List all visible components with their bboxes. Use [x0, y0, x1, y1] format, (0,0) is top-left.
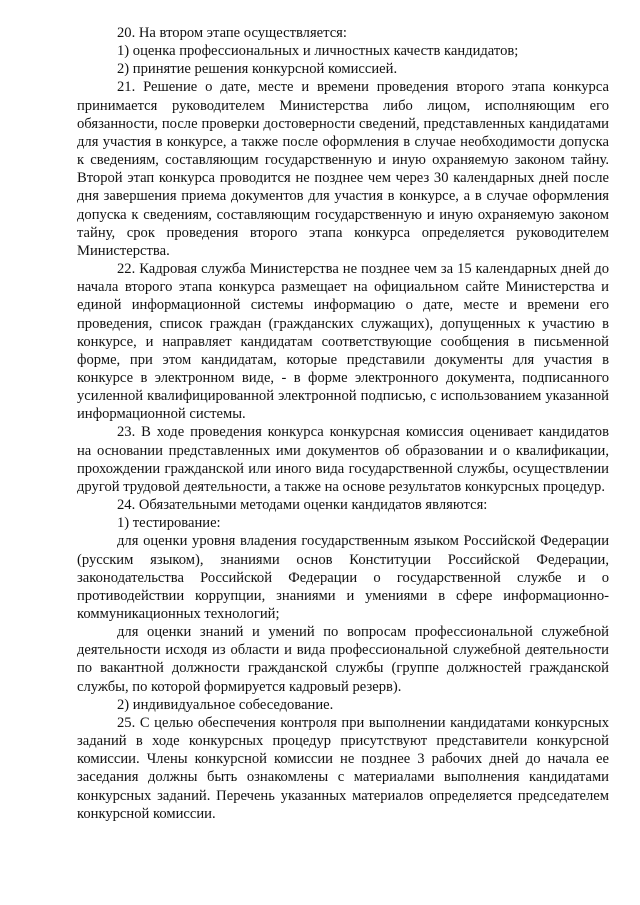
paragraph-24-item-1: 1) тестирование: [117, 515, 221, 532]
paragraph-20: 20. На втором этапе осуществляется: [117, 25, 347, 41]
paragraph-20-item-2: 2) принятие решения конкурсной комиссией. [117, 61, 398, 78]
paragraph-24: 24. Обязательными методами оценки кандидатов являются: [117, 497, 488, 514]
paragraph-24-item-1-point-a: для оценки уровня владения государственным языком Российской Федерации (русским языком), знаниями основ Конституции Российской Федерации, законодательства Российской Федерации о государственной службе и о противодействии коррупции, знаниями и умениями в сфере информационно-коммуникационных технологий; [77, 533, 609, 622]
paragraph-25: 25. С целью обеспечения контроля при выполнении кандидатами конкурсных заданий в ходе конкурсных процедур присутствуют представители конкурсной комиссии. Члены конкурсной комиссии не позднее 3 рабочих дней до начала ее заседания должны быть ознакомлены с материалами выполнения кандидатами конкурсных заданий. Перечень указанных материалов определяется председателем конкурсной комиссии. [77, 714, 609, 822]
paragraph-20-item-1: 1) оценка профессиональных и личностных качеств кандидатов; [117, 43, 519, 60]
paragraph-23: 23. В ходе проведения конкурса конкурсная комиссия оценивает кандидатов на основании представленных ими документов об образовании и о квалификации, прохождении гражданской или иного вида государственной службы, осуществлении другой трудовой деятельности, а также на основе результатов конкурсных процедур. [77, 424, 609, 495]
paragraph-22: 22. Кадровая служба Министерства не позднее чем за 15 календарных дней до начала второго этапа конкурса размещает на официальном сайте Министерства и единой информационной системы информацию о дате, месте и времени его проведения, список граждан (гражданских служащих), допущенных к участию в конкурсе, и направляет кандидатам соответствующие сообщения в письменной форме, при этом кандидатам, которые представили документы для участия в конкурсе в электронном виде, - в форме электронного документа, подписанного усиленной квалифицированной электронной подписью, с использованием указанной информационной системы. [77, 261, 609, 423]
paragraph-24-item-1-point-b: для оценки знаний и умений по вопросам профессиональной служебной деятельности исходя из области и вида профессиональной служебной деятельности по вакантной должности гражданской службы (группе должностей гражданской службы, по которой формируется кадровый резерв). [77, 624, 609, 695]
paragraph-24-item-2: 2) индивидуальное собеседование. [117, 696, 334, 713]
paragraph-21: 21. Решение о дате, месте и времени проведения второго этапа конкурса принимается руководителем Министерства либо лицом, исполняющим его обязанности, после проверки достоверности сведений, представленных кандидатами для участия в конкурсе, а также после оформления в случае необходимости допуска к сведениям, составляющим государственную и иную охраняемую законом тайну. Второй этап конкурса проводится не позднее чем через 30 календарных дней после дня завершения приема документов для участия в конкурсе, а в случае оформления допуска к сведениям, составляющим государственную и иную охраняемую законом тайну, срок проведения второго этапа конкурса определяется руководителем Министерства. [77, 79, 609, 259]
document-body [77, 24, 609, 823]
